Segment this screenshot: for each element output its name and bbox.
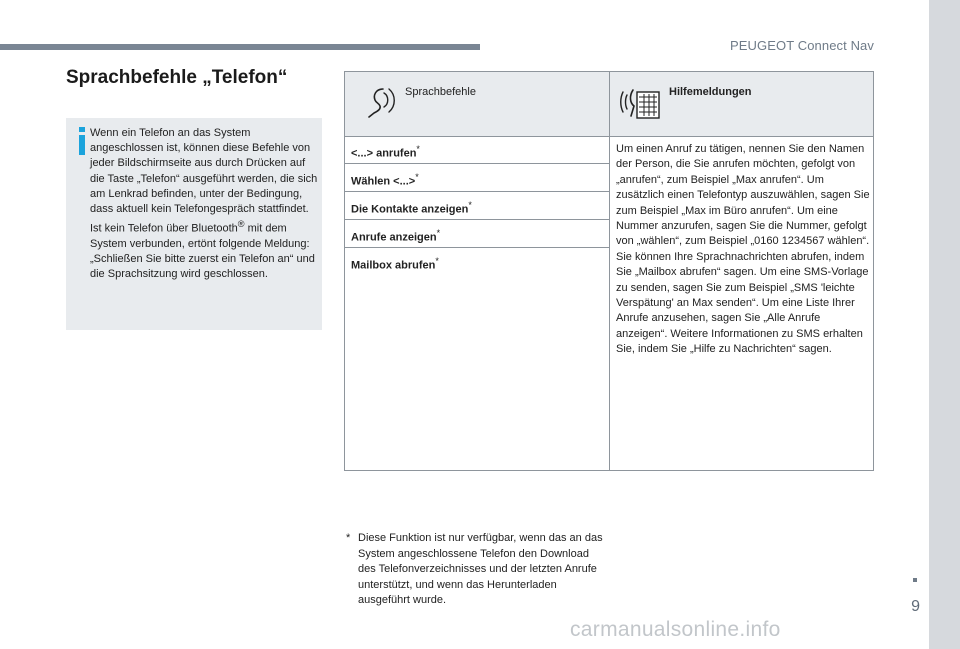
page-number: 9 xyxy=(911,598,920,615)
voice-command-icon xyxy=(363,84,397,120)
watermark: carmanualsonline.info xyxy=(570,618,781,641)
command-call xyxy=(345,136,609,164)
header-title: PEUGEOT Connect Nav xyxy=(730,38,874,53)
info-text xyxy=(90,126,318,283)
command-label: <...> anrufen xyxy=(351,147,417,160)
footnote-text: Diese Funktion ist nur verfügbar, wenn das an das System angeschlossene Telefon den Download des Telefonverzeichnisses und der letzten Anrufe unterstützt, und wenn das Herunterladen ausgeführt wurde. xyxy=(358,532,603,607)
footnote-mark: * xyxy=(435,256,439,266)
command-show-contacts xyxy=(345,192,609,220)
footnote-mark: * xyxy=(416,144,420,154)
command-label: Die Kontakte anzeigen xyxy=(351,203,469,216)
footnote-mark: * xyxy=(415,172,419,182)
page-side-strip xyxy=(929,0,960,649)
info-box xyxy=(66,118,322,330)
info-paragraph-1: Wenn ein Telefon an das System angeschlossen ist, können diese Befehle von jeder Bildschirmseite aus durch Drücken auf die Taste „Telefon“ ausgeführt werden, die sich am Lenkrad befinden, unter der Bedingung, dass aktuell kein Telefongespräch stattfindet. xyxy=(90,127,318,216)
command-dial xyxy=(345,164,609,192)
info-paragraph-2 xyxy=(90,217,318,282)
info-paragraph-2-start: Ist kein Telefon über Bluetooth xyxy=(90,222,238,235)
info-paragraph-2-end: mit dem System verbunden, ertönt folgende Meldung: „Schließen Sie bitte zuerst ein Telefon an“ und die Sprachsitzung wird geschlossen. xyxy=(90,222,315,281)
footnote-mark: * xyxy=(436,228,441,238)
footnote-mark: * xyxy=(468,200,472,210)
voice-command-table xyxy=(344,71,874,471)
command-label: Wählen <...> xyxy=(351,175,416,188)
footnote-mark: * xyxy=(346,532,351,544)
table-column-divider xyxy=(609,72,610,470)
section-title: Sprachbefehle „Telefon“ xyxy=(66,67,288,88)
command-label: Mailbox abrufen xyxy=(351,259,436,272)
registered-mark: ® xyxy=(237,219,245,230)
table-header-help: Hilfemeldungen xyxy=(669,86,752,98)
header-rule xyxy=(0,44,480,50)
footnote xyxy=(346,531,608,609)
command-show-calls xyxy=(345,220,609,248)
table-header-commands: Sprachbefehle xyxy=(405,86,476,98)
info-icon xyxy=(76,127,88,155)
command-label: Anrufe anzeigen xyxy=(351,231,437,244)
command-voicemail xyxy=(345,248,609,276)
page-marker xyxy=(913,578,917,582)
help-message-text: Um einen Anruf zu tätigen, nennen Sie den Namen der Person, die Sie anrufen möchten, gefolgt von „anrufen“, zum Beispiel „Max anrufen“. Um zusätzlich einen Telefontyp auszuwählen, sagen Sie zum Beispiel „Max im Büro anrufen“. Um eine Nummer anzurufen, sagen Sie die Nummer, gefolgt von „wählen“, zum Beispiel „0160 1234567 wählen“. Sie können Ihre Sprachnachrichten abrufen, indem Sie „Mailbox abrufen“ sagen. Um eine SMS-Vorlage zu senden, sagen Sie zum Beispiel „SMS 'leichte Verspätung' an Max senden“. Um eine Liste Ihrer Anrufe anzusehen, sagen Sie „Alle Anrufe anzeigen“. Weitere Informationen zu SMS erhalten Sie, indem Sie „Hilfe zu Nachrichten“ sagen. xyxy=(616,143,870,356)
help-message-icon xyxy=(619,84,661,122)
